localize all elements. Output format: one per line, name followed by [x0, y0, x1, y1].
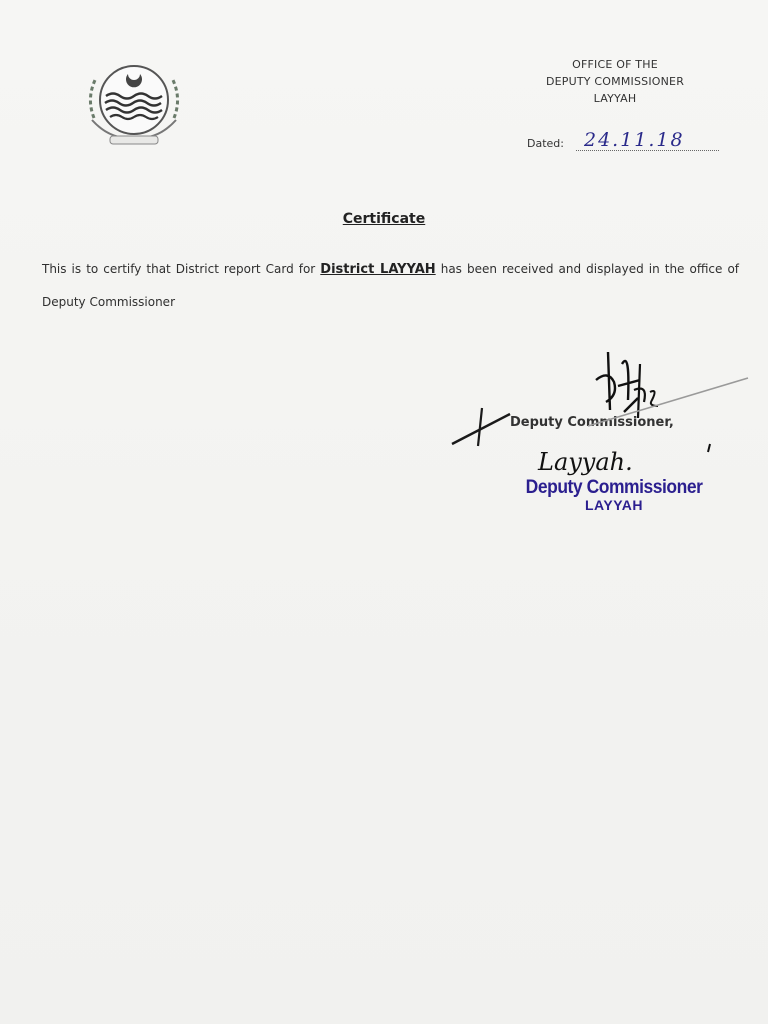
certificate-body: [42, 253, 739, 319]
official-stamp: [504, 477, 724, 513]
signature-slash-mark: [448, 400, 518, 450]
stamp-designation: Deputy Commissioner: [525, 477, 703, 498]
certificate-title: Certificate: [342, 211, 426, 227]
stamp-district: LAYYAH: [585, 497, 643, 513]
signature-block: [448, 340, 758, 540]
government-seal-icon: [80, 58, 188, 150]
office-line-2: DEPUTY COMMISSIONER: [545, 75, 685, 88]
office-heading: [500, 56, 730, 107]
signature-icon: [538, 340, 758, 476]
dated-label: Dated:: [527, 137, 564, 150]
office-line-1: OFFICE OF THE: [572, 58, 658, 71]
handwritten-note: Layyah.: [538, 448, 633, 476]
district-name: District LAYYAH: [320, 262, 436, 277]
body-text-before: This is to certify that District report Card for: [42, 262, 321, 276]
dated-value: 24.11.18: [576, 130, 719, 151]
office-line-3: LAYYAH: [593, 92, 637, 105]
designation-label: Deputy Commissioner,: [510, 415, 674, 430]
date-field: [527, 130, 717, 154]
body-text-after: has been received and displayed in the office of Deputy Commissioner: [42, 262, 740, 309]
